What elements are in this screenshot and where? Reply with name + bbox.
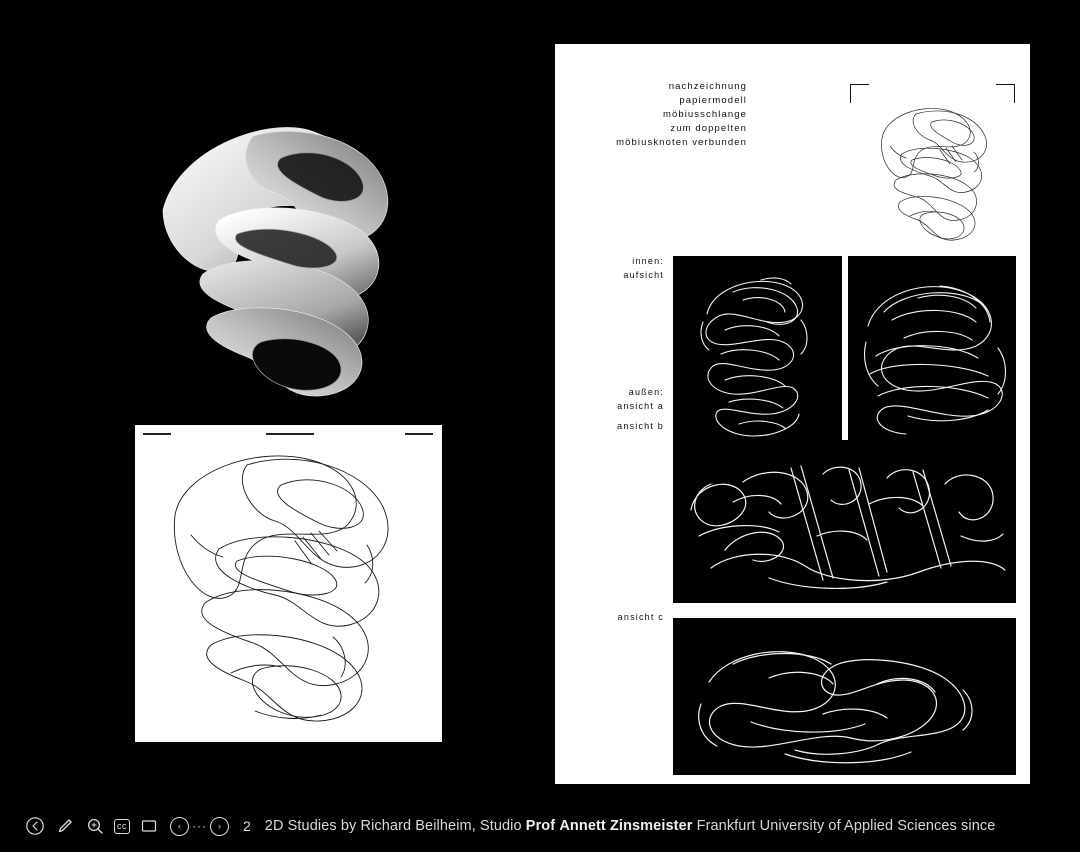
label-ansicht-c-group	[618, 610, 664, 624]
label-ansicht-b: ansicht b	[617, 421, 664, 431]
caption-bold-prof: Prof	[525, 818, 556, 834]
page-navigation[interactable]	[168, 817, 231, 836]
label-aussen-group	[617, 385, 664, 433]
panel-ansicht-b	[673, 440, 1016, 603]
page-count: 2	[243, 818, 251, 834]
caption-prefix: 2D Studies by Richard Beilheim, Studio	[264, 818, 526, 834]
zoom-icon[interactable]	[84, 815, 106, 837]
paper-model-render	[133, 100, 443, 420]
line-drawing-sheet	[135, 425, 442, 742]
cc-icon[interactable]	[114, 815, 130, 837]
page-prev-button[interactable]: ‹	[170, 817, 189, 836]
back-icon[interactable]	[24, 815, 46, 837]
caption-line-2: papiermodell	[679, 95, 747, 106]
viewer-toolbar[interactable]	[0, 800, 1080, 852]
document-page	[555, 44, 1030, 784]
label-ansicht-c: ansicht c	[617, 612, 664, 622]
sheet-tick-center	[266, 433, 314, 435]
left-column	[0, 0, 540, 800]
image-caption	[265, 818, 996, 834]
caption-line-1: nachzeichnung	[668, 81, 747, 92]
crop-frame	[850, 84, 1015, 284]
label-aussen: außen:	[628, 387, 664, 397]
label-innen-group	[623, 254, 664, 282]
label-ansicht-a: ansicht a	[617, 401, 664, 411]
panel-innen-aufsicht	[673, 256, 842, 467]
sheet-tick-left	[143, 433, 171, 435]
pencil-icon[interactable]	[54, 815, 76, 837]
page-caption-block	[616, 80, 747, 150]
caption-suffix: Frankfurt University of Applied Sciences since	[692, 818, 996, 834]
page-dots: ···	[192, 819, 207, 833]
cc-label: cc	[114, 819, 130, 834]
caption-line-4: zum doppelten	[670, 123, 747, 134]
fullscreen-icon[interactable]	[138, 815, 160, 837]
thumbnail-line-sketch	[864, 94, 1004, 274]
caption-bold-name: Annett Zinsmeister	[559, 818, 693, 834]
page-next-button[interactable]: ›	[210, 817, 229, 836]
panel-ansicht-c	[673, 618, 1016, 775]
label-aufsicht: aufsicht	[623, 270, 664, 280]
sheet-tick-right	[405, 433, 433, 435]
label-innen: innen:	[632, 256, 664, 266]
caption-line-5: möbiusknoten verbunden	[616, 137, 747, 148]
caption-line-3: möbiusschlange	[662, 109, 747, 120]
